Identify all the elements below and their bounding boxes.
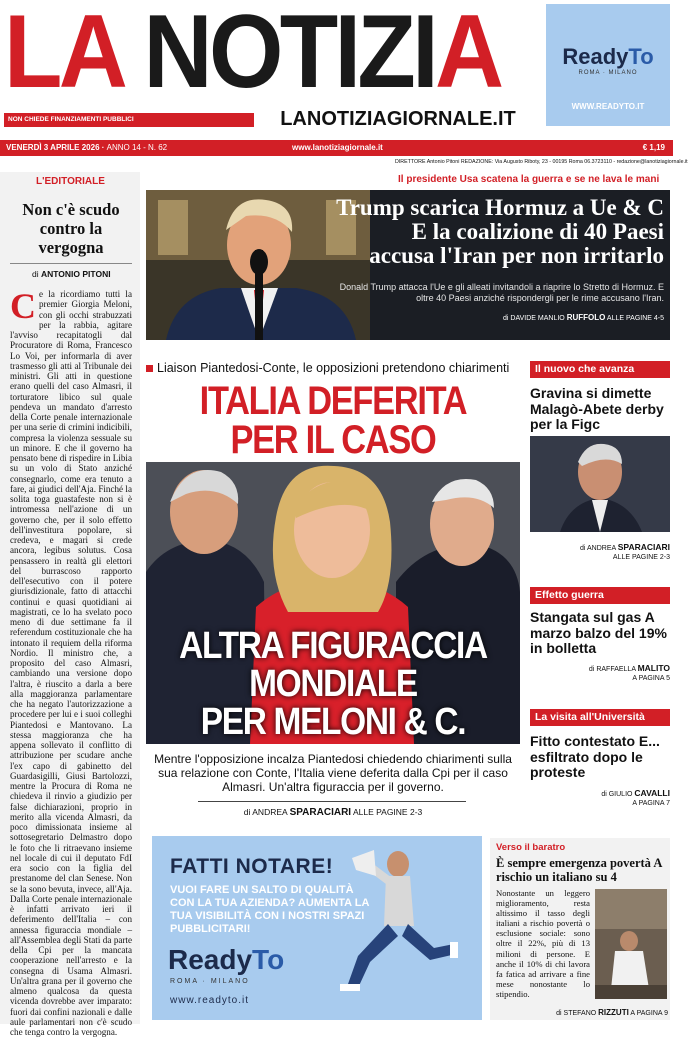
- fitto-headline[interactable]: Fitto contestato E... esfiltrato dopo le proteste: [530, 733, 660, 780]
- website-link[interactable]: www.lanotiziagiornale.it: [292, 143, 383, 152]
- section-effetto-guerra[interactable]: Effetto guerra: [530, 587, 670, 604]
- ad-url: WWW.READYTO.IT: [571, 102, 645, 111]
- editorial-label: L'EDITORIALE: [36, 176, 105, 187]
- trump-headline[interactable]: Trump scarica Hormuz a Ue & C E la coalizione di 40 Paesi accusa l'Iran per non irritarlo: [336, 195, 664, 268]
- main-summary: Mentre l'opposizione incalza Piantedosi chiedendo chiarimenti sulla sua relazione con Conte, l'Italia viene deferita dalla Cpi per il caso Almasri. Un'altra figuraccia per il governo.: [154, 752, 512, 794]
- fitto-byline: di GIULIO CAVALLI A PAGINA 7: [601, 788, 670, 807]
- tagline: NON CHIEDE FINANZIAMENTI PUBBLICI: [4, 113, 254, 127]
- ad-brand-bottom: ReadyTo: [168, 944, 285, 975]
- editorial-divider: [10, 263, 132, 264]
- editorial-body: Ce la ricordiamo tutti la premier Giorgia Meloni, con gli occhi strabuzzati per la rabbia, agitare l'avviso recapitatogli dal Procuratore di Roma, Francesco Lo Voi, per informarla di aver trasmesso gli atti al Tribunale dei ministri. Gli atti in questione erano quelli del caso Almasri, il torturatore libico sul quale pendeva un mandato d'arresto della Corte penale internazionale per una serie di crimini indicibili, compresa la violenza sessuale su un minore. E che il governo ha pensato bene di rispedire in Libia su un volo di Stato anziché consegnarlo, come era tenuto a fare, ai giudici dell'Aja. Finché la solita toga guastafeste non si è intromessa nell'azione di un governo che, per il solo effetto dell'investitura popolare, si credeva, e magari si crede ancora, legibus solutus. Cosa pensassero in realtà gli elettori del burrascoso rapporto dell'esecutivo con il potere giurisdizionale, fatto di attacchi continui e quasi quotidiani ai magistrati, ce lo ha svelato poco meno di due settimane fa il referendum costituzionale che ha intonato il requiem della riforma Nordio. Il ministro che, a proposito del caso Almasri, cambiando una versione dopo l'altra, è riuscito a darla a bere alla maggioranza parlamentare che ha negato l'autorizzazione a procedere per lui e i suoi colleghi Piantedosi e Mantovano. La stessa maggioranza che ha appena sollevato il conflitto di attribuzione per scudare anche l'ex capo di gabinetto del Guardasigilli, Giusi Bartolozzi, mentre la Procura di Roma ne chiedeva il rinvio a giudizio per false dichiarazioni, proprio in merito alla vicenda Almasri, da poco dimissionata insieme al sottosegretario Delmastro dopo le foto che li ritraevano insieme nel locale di cui il deputato FdI era socio con la figlia del prestanome del clan Senese. Non se la sono bevuta, invece, all'Aja. Dalla Corte penale internazionale è infatti arrivato ieri il deferimento dell'Italia – con annessa figuraccia mondiale – all'Assemblea degli Stati da parte della Cpi per la mancata cooperazione nell'arresto e la consegna di Usama Almasri. Un'altra grana per il governo che almeno qualcosa da questa vicenda dovrebbe aver imparato: fuori dai confini nazionali e dalle aule parlamentari non c'è scudo che tenga contro la vergogna.: [10, 286, 132, 1037]
- ad-subtitle-bottom: ROMA · MILANO: [170, 978, 250, 985]
- poverty-headline[interactable]: È sempre emergenza povertà A rischio un italiano su 4: [496, 856, 662, 884]
- gravina-photo: [530, 436, 670, 532]
- poverty-byline: di STEFANO RIZZUTI A PAGINA 9: [556, 1008, 668, 1017]
- issue-date: VENERDÌ 3 APRILE 2026 · ANNO 14 - N. 62: [6, 143, 168, 152]
- poverty-photo: [595, 889, 667, 999]
- editorial-dropcap: C: [10, 286, 36, 326]
- top-ad-banner[interactable]: [546, 4, 670, 126]
- editorial-title[interactable]: Non c'è scudo contro la vergogna: [22, 200, 120, 257]
- trump-byline: di DAVIDE MANLIO RUFFOLO ALLE PAGINE 4-5: [503, 313, 664, 322]
- site-title-link[interactable]: LANOTIZIAGIORNALE.IT: [280, 108, 516, 130]
- trump-summary: Donald Trump attacca l'Ue e gli alleati invitandoli a riaprire lo Stretto di Hormuz. E oltre 40 Paesi anziché rispondergli per le rime accusano l'Iran.: [339, 282, 664, 303]
- ad-brand: ReadyTo: [562, 44, 654, 69]
- main-divider: [198, 801, 466, 802]
- editorial-author: di ANTONIO PITONI: [32, 269, 111, 279]
- director-line: DIRETTORE Antonio Pitoni REDAZIONE: Via Augusto Riboty, 23 - 00195 Roma 06.3723110 - redazione@lanotiziagiornale.it: [395, 159, 688, 165]
- gravina-byline: di ANDREA SPARACIARI ALLE PAGINE 2-3: [579, 542, 670, 561]
- section-nuovo-che-avanza[interactable]: Il nuovo che avanza: [530, 361, 670, 378]
- main-kicker: Liaison Piantedosi-Conte, le opposizioni pretendono chiarimenti: [146, 361, 509, 375]
- main-overlay-headline: ALTRA FIGURACCIA MONDIALE PER MELONI & C.: [179, 625, 487, 743]
- ad-title: FATTI NOTARE!: [170, 855, 334, 878]
- logo-part-notizi: NOTIZI: [143, 0, 436, 110]
- poverty-body: Nonostante un leggero miglioramento, resta altissimo il tasso degli italiani a rischio povertà o esclusione sociale: sono oltre il 22%, più di 13 milioni di persone. E anche il 10% di chi lavora fa fatica ad arrivare a fine mese nonostante lo stipendio.: [496, 888, 590, 999]
- gas-headline[interactable]: Stangata sul gas A marzo balzo del 19% in bolletta: [530, 609, 667, 656]
- ad-subtitle: ROMA · MILANO: [578, 70, 638, 76]
- logo-part-la: LA: [4, 0, 144, 110]
- ad-copy: VUOI FARE UN SALTO DI QUALITÀ CON LA TUA AZIENDA? AUMENTA LA TUA VISIBILITÀ CON I NOSTRI SPAZI PUBBLICITARI!: [170, 884, 369, 935]
- poverty-kicker: Verso il baratro: [496, 842, 566, 853]
- trump-kicker: Il presidente Usa scatena la guerra e se ne lava le mani: [398, 174, 660, 185]
- gravina-headline[interactable]: Gravina si dimette Malagò-Abete derby per la Figc: [530, 385, 664, 432]
- price: € 1,19: [642, 143, 665, 152]
- section-visita-universita[interactable]: La visita all'Università: [530, 709, 670, 726]
- logo-part-a: A: [435, 0, 501, 110]
- gas-byline: di RAFFAELLA MALITO A PAGINA 5: [588, 663, 670, 682]
- date-bar: [0, 140, 673, 156]
- masthead-logo[interactable]: [4, 0, 501, 110]
- main-headline[interactable]: ITALIA DEFERITA PER IL CASO: [199, 379, 467, 462]
- main-byline: di ANDREA SPARACIARI ALLE PAGINE 2-3: [243, 807, 423, 818]
- ad-url-bottom[interactable]: www.readyto.it: [170, 995, 250, 1006]
